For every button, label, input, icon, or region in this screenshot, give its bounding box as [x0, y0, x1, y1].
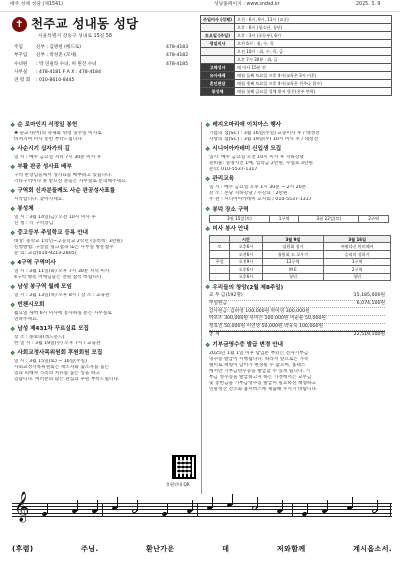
mass-cell: 여왕다신 아미해서: [324, 243, 391, 251]
star-icon: ❖: [10, 187, 16, 195]
issue-date: 2025. 3. 9: [356, 2, 381, 7]
star-icon: ❖: [205, 341, 211, 349]
notice-line: 별이로 책형이 남이가 변경될 수 없으며, 홈택스: [209, 362, 306, 368]
lyric-word: (후렴): [12, 545, 34, 553]
note-stem: [47, 503, 48, 514]
finance-row: [209, 331, 385, 339]
notice-body: [10, 173, 200, 185]
staff-line: [12, 509, 392, 510]
staff-phone: 478-4182: [166, 53, 189, 59]
star-icon: ❖: [205, 284, 211, 292]
finance-label: 총 계: [209, 332, 220, 338]
star-icon: ❖: [10, 301, 16, 309]
notice-title: 부활 판공 성사표 배부: [17, 164, 72, 171]
star-icon: ❖: [205, 206, 211, 214]
star-icon: ❖: [10, 205, 16, 213]
parish-address: 서울특별시 강동구 성내로 15길 58: [38, 34, 112, 39]
top-bar: [0, 0, 400, 12]
note-stem: [212, 497, 213, 508]
notice-title: 남성 제431차 꾸르실료 모집: [17, 326, 89, 333]
staff-line: [12, 503, 392, 504]
note-stem: [167, 503, 168, 514]
star-icon: ❖: [205, 146, 211, 154]
finance-amount: 15,185,000원: [353, 293, 385, 299]
schedule-row: [201, 88, 392, 96]
note-stem: [192, 500, 193, 511]
staff-row: [12, 53, 198, 61]
notice-line: 일 시 : 3월 11일(화) 오후 7시 30분 저녁 미사: [14, 268, 110, 274]
schedule-value: 매월 첫째 금요일 성체 환자 방문(전주 연락): [235, 88, 392, 96]
notice-body: [10, 131, 200, 143]
notice-section: [205, 176, 392, 203]
lyric-word: 데: [222, 545, 230, 553]
star-icon: ❖: [10, 284, 16, 291]
notice-line: 시작합니다. 찾아가세요.: [14, 196, 64, 202]
staff-name: : 478-4181 F A X : 478-4184: [36, 69, 102, 75]
homepage-link[interactable]: 성당홈페이지 : www.sndsd.kr: [214, 2, 280, 7]
notice-title: 구역회 신자분들께도 사순 판공성사표를: [17, 188, 116, 195]
staff-row: [12, 62, 198, 70]
notice-body: [10, 335, 200, 347]
notice-body: [10, 155, 200, 161]
schedule-value: 오후 7시 30분 : 화, 금: [235, 56, 392, 64]
notice-line: 월요일 새벽 6시 미사에 봉사하실 분은 사무실로: [14, 310, 112, 316]
schedule-row: [201, 80, 392, 88]
notice-line: 사랑의 샘(Ss.) : 3월 19일(수) 10시 미사 후 / 대성전: [209, 136, 319, 142]
mass-cell: 주일: [210, 258, 230, 266]
schedule-value: 오전 6시 : 월, 수, 목: [235, 40, 392, 48]
star-icon: ❖: [10, 349, 16, 357]
column-divider: [201, 122, 202, 494]
bar-line: [292, 503, 293, 516]
staff-role: 주임: [14, 45, 23, 50]
notice-line: 연락주세요.: [14, 316, 39, 322]
notice-section: [10, 122, 200, 143]
mass-cell: [210, 273, 230, 281]
mass-row: [210, 273, 391, 281]
schedule-row: [201, 56, 392, 64]
mass-header-cell: [210, 235, 230, 243]
finance-label: 교 무 금(192명): [209, 293, 243, 299]
notice-heading: [10, 188, 200, 196]
staff-role: 수녀원: [14, 61, 28, 67]
schedule-label: 주일미사 (성체): [201, 16, 235, 24]
notice-line: 일과 피해자 가족의 치유를 돕는 일을 하고: [14, 370, 100, 376]
finance-heading: 우리들의 창앙(2월 제8주일): [212, 284, 284, 291]
note-stem: [257, 497, 258, 508]
notice-line: 일시: 매주 금요일 오전 10시 미사 후 지하강당: [209, 154, 304, 160]
notice-title: 관리교육: [212, 176, 235, 183]
lyric-word: 계시옵소서.: [353, 545, 392, 553]
notice-heading: [10, 350, 200, 358]
schedule-label: 봉성체: [201, 88, 235, 96]
mass-cell: 2구역: [324, 266, 391, 274]
mass-header-cell: 3월 9일: [262, 235, 324, 243]
star-icon: ❖: [10, 146, 16, 154]
notice-title: 사순시기 십자가의 길: [17, 146, 70, 153]
notice-line: 주 관 : 시니어아카데미 교시회 / 010-5537-1317: [209, 197, 312, 203]
notice-section: [10, 146, 200, 161]
schedule-row: [201, 72, 392, 80]
note-stem: [137, 500, 138, 511]
notice-line: 부금 영수증을 발급하고자 하는 가정에서는 교무금: [209, 375, 312, 381]
note-stem: [282, 500, 283, 511]
notice-body: [10, 239, 200, 257]
notice-line: 한 일 시 : 3월 19일(수) 오후 7시 / 교육관: [14, 340, 101, 346]
finance-label: 감사헌금: 김하영 100,000원 박미영 300,000원: [209, 308, 310, 314]
lyric-word: 주님.: [81, 545, 99, 553]
flower-duty-table: [209, 215, 389, 223]
notice-heading: [205, 122, 392, 130]
notice-section: [205, 146, 392, 173]
flower-duty-heading: 봉덕 장소 구역: [212, 206, 249, 213]
finance-label: 박포조 300,000원 유미은 100,000원 이순운 50,000원: [209, 316, 326, 322]
donation-notice-heading: 기부금영수증 발급 변경 안내: [212, 342, 284, 349]
schedule-label: 고해성사: [201, 64, 235, 72]
mass-header-cell: 시간: [230, 235, 262, 243]
schedule-label: [201, 24, 235, 32]
note-stem: [117, 497, 118, 508]
staff-phone: 478-4183: [166, 45, 189, 50]
qr-label: 후원안내 QR: [166, 482, 190, 487]
staff-line: [12, 516, 392, 517]
lyric-word: 환난가운: [145, 545, 175, 553]
note-stem: [327, 500, 328, 511]
notice-section: [10, 230, 200, 257]
staff-role: 부주임: [14, 53, 28, 59]
mass-cell: 승리의 성하기: [324, 251, 391, 259]
bar-line: [102, 503, 103, 516]
notice-heading: [205, 176, 392, 184]
schedule-label: 혼인면담: [201, 80, 235, 88]
finance-section: [205, 284, 392, 338]
notice-line: 준비물: 증명사진 1매, 입학금 2만원, 수업료 3만원: [209, 160, 313, 166]
notice-body: [205, 185, 392, 203]
notice-section: [10, 206, 200, 227]
schedule-label: [201, 56, 235, 64]
notice-line: 일 시 : 매주 금요일 오후 1시 30분 ~ 2시 20분: [209, 184, 307, 190]
schedule-row: [201, 64, 392, 72]
staff-name: 신부 : 박성준 (모세): [36, 53, 77, 59]
bulletin-number: 매주 성체 성당 (제1541): [10, 2, 63, 7]
staff-line: [12, 506, 392, 507]
notice-line: 영수증 발급이 시행됩니다. 따라서 앞으로는 가족: [209, 356, 309, 362]
parish-title: 천주교 성내동 성당: [31, 16, 139, 31]
schedule-value: 매월 둘째 토요일 오후 4시(교육은 3시 이후): [235, 72, 392, 80]
notice-title: 빈첸시오회: [17, 302, 45, 309]
cross-logo-icon: ✝: [12, 17, 27, 32]
bar-line: [390, 503, 391, 516]
mass-cell: 오전9시: [230, 258, 262, 266]
mass-header-row: [210, 235, 391, 243]
notice-line: 문 의: 교감(010-9213-2805): [14, 250, 77, 256]
notice-heading: [10, 260, 200, 268]
notice-line: 바쳐지며 미사 봉헌 부탁드립니다.: [14, 136, 84, 142]
notice-line: 에서만 기부금영수증을 발급할 수 있게 됩니다. 기: [209, 368, 310, 374]
staff-phone: 478-4185: [166, 61, 189, 67]
notice-line: 문의: 010-5537-1317: [209, 167, 258, 173]
notice-section: [10, 188, 200, 203]
notice-title: 순 로마인지 서정일 봉헌: [17, 122, 78, 129]
mass-cell: [210, 251, 230, 259]
notice-line: 4구역 행복 어깨님들은 전원 참석 바랍니다.: [14, 274, 103, 280]
schedule-value: 매 미사 15분 전: [235, 64, 392, 72]
donation-receipt-notice: [205, 342, 392, 394]
notice-title: 중고등부 주일학교 등록 안내: [17, 230, 89, 237]
mass-row: [210, 266, 391, 274]
mass-row: [210, 258, 391, 266]
schedule-row: [201, 32, 392, 40]
notice-body: [10, 197, 200, 203]
schedule-value: 오후 : 3시 (초등부), 6시: [235, 32, 392, 40]
notice-section: [10, 260, 200, 281]
notice-title: 봉성체: [17, 206, 34, 213]
notice-line: 대상: 중학교 1학년~고등학교 2학년 (동록비: 3만원): [14, 238, 123, 244]
schedule-row: [201, 24, 392, 32]
notice-section: [10, 326, 200, 347]
notice-line: 일 시 : 3월 14일(금) 오전 10시 미사 후: [14, 214, 96, 220]
notice-line: 일 시 : 3월 15일(토) ~ 16일(주일): [14, 358, 87, 364]
finance-label: 정효진 50,000원 이연영 50,000원 박규숙 100,000원: [209, 323, 323, 329]
notice-title: 남성 봉구역 월례 모임: [17, 284, 72, 291]
star-icon: ❖: [205, 226, 211, 234]
notice-line: 연말정산 간소화 홈서비스에 제출해 주시기 바랍니다.: [209, 387, 318, 393]
flower-duty-cell: 3월 22일(토): [299, 216, 359, 223]
star-icon: ❖: [10, 229, 16, 237]
mass-cell: M E: [262, 266, 324, 274]
hymn-lyrics: [12, 545, 392, 554]
notice-heading: [10, 230, 200, 238]
notice-line: 일 시 : 매주 금요일 저녁 7시 30분 미사 후: [14, 154, 102, 160]
notice-section: [10, 302, 200, 323]
schedule-row: [201, 40, 392, 48]
staff-row: [12, 70, 198, 78]
notice-heading: [10, 146, 200, 154]
lyric-word: 저와함께: [276, 545, 306, 553]
schedule-label: 토요일 (주일): [201, 32, 235, 40]
mass-cell: 오후6시: [230, 273, 262, 281]
staff-line: [12, 513, 392, 514]
schedule-label: [201, 48, 235, 56]
mass-cell: [210, 266, 230, 274]
notice-line: 신청방법: 구글폼 링크접속 또는 사무실 방문접수: [14, 244, 114, 250]
finance-row: [209, 301, 385, 309]
notice-line: 2025년 1월 1일 이후 납입분 부터는 전자기부금: [209, 350, 309, 356]
mass-row: [210, 251, 391, 259]
mass-schedule-table: [200, 15, 392, 96]
notice-body: [10, 311, 200, 323]
notice-heading: [10, 326, 200, 334]
flower-duty-cell: 1구역: [269, 216, 299, 223]
notice-heading: [10, 122, 200, 130]
notice-line: 기타구역이나 못 받으신 분들은 사무실로 문의해주세요.: [14, 178, 128, 184]
notice-body: [10, 269, 200, 281]
finance-table: [205, 293, 385, 339]
notice-body: [205, 155, 392, 173]
note-stem: [77, 500, 78, 511]
mass-cell: 청년: [324, 273, 391, 281]
mass-row: [210, 243, 391, 251]
notice-body: [205, 131, 392, 143]
notice-title: 시니어아카데미 신입생 모집: [212, 146, 282, 153]
notice-line: 장 소 : 몽보내(레드문드): [14, 334, 65, 340]
schedule-value: 오전 : 6시, 9시, 11시 (교중): [235, 16, 392, 24]
left-notices: [10, 122, 200, 386]
finance-amount: 22,519,100원: [353, 332, 385, 338]
notice-heading: [205, 146, 392, 154]
treble-clef-icon: 𝄞: [14, 492, 30, 522]
flower-duty-section: [205, 206, 392, 223]
bar-line: [197, 503, 198, 516]
mass-cell: 청년: [262, 273, 324, 281]
hymn-staff: [12, 492, 392, 541]
notice-heading: [10, 302, 200, 310]
mass-cell: 12구역: [262, 258, 324, 266]
notice-title: 사회교정사목위원회 후원회원 모집: [17, 350, 103, 357]
star-icon: ❖: [10, 163, 16, 171]
finance-row: [209, 308, 385, 316]
mass-cell: 오후6시: [230, 266, 262, 274]
donation-qr-code[interactable]: [172, 455, 196, 479]
finance-row: [209, 293, 385, 301]
schedule-value: 오후 : 6시 (청소년, 청년): [235, 24, 392, 32]
mass-cell: 율원회 드 로우가: [262, 251, 324, 259]
mass-cell: 오후6시: [230, 243, 262, 251]
staff-name: 신부 : 김병헌 (베드로): [36, 45, 82, 50]
notice-heading: [10, 206, 200, 214]
notice-line: 기쁨의 샘(Ss.) : 3월 16일(주일) 교중미사 후 / 대성전: [209, 130, 320, 136]
mass-service-table: [209, 235, 391, 282]
star-icon: ❖: [205, 176, 211, 184]
notice-section: [10, 284, 200, 299]
finance-row: [209, 324, 385, 332]
notice-section: [10, 350, 200, 383]
star-icon: ❖: [10, 259, 16, 267]
note-stem: [232, 494, 233, 505]
notice-line: 신 청 : 각 구역장님: [14, 220, 54, 226]
mass-cell: 1구역: [324, 258, 391, 266]
star-icon: ❖: [10, 325, 16, 333]
notice-line: ♣ 순교자(어)의 축제와 위령 일주일 미사로: [14, 130, 102, 136]
right-notices: [205, 122, 392, 396]
notice-line: 및 봉헌금을 기부금영수증 발급이 필요하신 책형하고: [209, 381, 317, 387]
mass-service-section: [205, 226, 392, 281]
notice-line: 구역 반장님들께서 성사표를 배부하고 있습니다.: [14, 172, 113, 178]
notice-heading: [10, 284, 200, 292]
mass-cell: 토: [210, 243, 230, 251]
mass-header-cell: 3월 16일: [324, 235, 391, 243]
notice-heading: [10, 164, 200, 172]
schedule-label: 유아세례: [201, 72, 235, 80]
notice-section: [205, 122, 392, 143]
flower-duty-cell: 3월 15일(토): [210, 216, 270, 223]
finance-label: 주일헌금: [209, 301, 228, 307]
notice-title: 레지오마리애 이치아스 행사: [212, 122, 282, 129]
notice-title: 4구역 구역미사: [17, 260, 56, 267]
staff-list: [12, 45, 198, 86]
star-icon: ❖: [10, 122, 16, 129]
schedule-value: 오전 10시 : 화, 수, 목, 금: [235, 48, 392, 56]
finance-amount: 6,074,100원: [356, 301, 385, 307]
star-icon: ❖: [205, 122, 211, 129]
note-stem: [352, 497, 353, 508]
schedule-value: 매월 셋째 토요일 오후 4시(교육은 전주나 접수): [235, 80, 392, 88]
notice-section: [10, 164, 200, 185]
staff-name: : 010-8610-8445: [36, 78, 75, 84]
notice-body: [10, 215, 200, 227]
schedule-row: [201, 16, 392, 24]
notice-line: 일 시 : 3월 13일(목) 오후 8시 / 장 소 : 교육관: [14, 292, 110, 298]
mass-cell: 임원회 성가: [262, 243, 324, 251]
finance-row: [209, 316, 385, 324]
schedule-label: 평일미사: [201, 40, 235, 48]
flower-duty-cell: 2구역: [359, 216, 389, 223]
note-stem: [377, 500, 378, 511]
notice-line: 사회교정사목위원회는 재소자와 출소자를 돕는: [14, 364, 110, 370]
staff-role: 연 령 회: [14, 78, 31, 84]
notice-body: [10, 293, 200, 299]
mass-service-heading: 미사 봉사 안내: [212, 226, 249, 233]
notice-line: 있습니다. 여러분의 많은 관심과 후원 부탁드립니다.: [14, 377, 120, 383]
note-stem: [97, 500, 98, 511]
staff-name: : 박 연필라 수녀, 허 원진 수녀: [36, 61, 97, 67]
schedule-row: [201, 48, 392, 56]
notice-body: [10, 359, 200, 383]
note-stem: [307, 503, 308, 514]
mass-cell: 오전6시: [230, 251, 262, 259]
staff-row: [12, 78, 198, 86]
notice-line: 강 소 : 본당 지하강당 / 수강료 : 2만원: [209, 191, 288, 197]
staff-role: 사무실: [14, 69, 28, 75]
